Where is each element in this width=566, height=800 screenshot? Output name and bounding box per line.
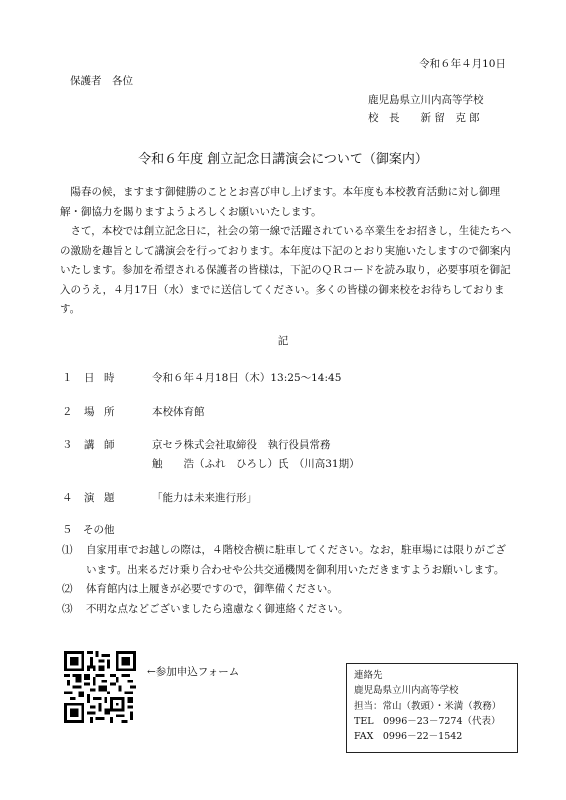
qr-form-label: ←参加申込フォーム — [147, 666, 240, 678]
note-text: 不明な点などございましたら遠慮なく御連絡ください。 — [86, 602, 349, 615]
note-text: 自家用車でお越しの際は，４階校舎横に駐車してください。なお，駐車場には限りがございます。出来るだけ乗り合わせや公共交通機関を御利用いただきますようお願いします。 — [86, 544, 506, 576]
item-place-value: 本校体育館 — [152, 406, 205, 418]
item-topic — [62, 490, 144, 505]
item-lecturer — [62, 437, 144, 452]
qr-code-icon[interactable] — [64, 651, 136, 723]
item-label: 日時 — [84, 372, 124, 384]
note-number: ⑶ — [62, 602, 73, 615]
addressee: 保護者 各位 — [70, 75, 133, 87]
item-other-heading: ５ その他 — [62, 524, 115, 536]
note-number: ⑵ — [62, 583, 73, 595]
body-paragraph: さて，本校では創立記念日に，社会の第一線で活躍されている卒業生をお招きし，生徒たちへの激励を趣旨として講演会を行っております。本年度は下記のとおり実施いたしますので御案内いたします。参加を希望される保護者の皆様は，下記のＱＲコードを読み取り，必要事項を御記入のうえ，４月17日（水）までに送信してください。多くの皆様の御来校をお待ちしております。 — [60, 225, 512, 315]
note-text: 体育館内は上履きが必要ですので，御準備ください。 — [86, 583, 338, 595]
document-date: 令和６年４月10日 — [419, 58, 506, 70]
document-title: 令和６年度 創立記念日講演会について（御案内） — [138, 152, 428, 167]
item-number: ３ — [62, 439, 73, 451]
body-paragraph: 陽春の候，ますます御健勝のこととお喜び申し上げます。本年度も本校教育活動に対し御理解・御協力を賜りますようよろしくお願いいたします。 — [60, 186, 501, 218]
sender-principal: 校 長 新 留 克 郎 — [368, 112, 480, 124]
contact-box — [346, 663, 518, 753]
note-item — [62, 600, 512, 620]
item-label: 講師 — [84, 439, 124, 451]
contact-staff: 担当：常山（教頭）・米満（教務） — [354, 700, 502, 712]
sender-school: 鹿児島県立川内高等学校 — [368, 94, 484, 106]
item-topic-value: 「能力は未来進行形」 — [152, 492, 257, 504]
item-label: 演題 — [84, 492, 124, 504]
contact-heading: 連絡先 — [354, 670, 383, 681]
item-date-value: 令和６年４月18日（木）13:25～14:45 — [152, 372, 342, 384]
item-number: ４ — [62, 492, 73, 504]
other-notes — [62, 541, 512, 619]
body-text — [60, 183, 512, 320]
item-place — [62, 404, 144, 419]
note-item — [62, 580, 512, 600]
item-label: 場所 — [84, 406, 124, 418]
item-number: １ — [62, 372, 73, 384]
contact-fax: FAX 0996－22－1542 — [354, 731, 463, 743]
item-number: ２ — [62, 406, 73, 418]
note-item — [62, 541, 512, 580]
note-number: ⑴ — [62, 544, 73, 556]
item-date — [62, 370, 144, 385]
contact-school: 鹿児島県立川内高等学校 — [354, 685, 459, 697]
contact-tel: TEL 0996－23－7274（代表） — [354, 715, 501, 727]
item-lecturer-value-2: 触 浩（ふれ ひろし）氏 （川高31期） — [152, 458, 360, 470]
ki-heading: 記 — [277, 335, 289, 347]
item-lecturer-value-1: 京セラ株式会社取締役 執行役員常務 — [152, 439, 331, 451]
